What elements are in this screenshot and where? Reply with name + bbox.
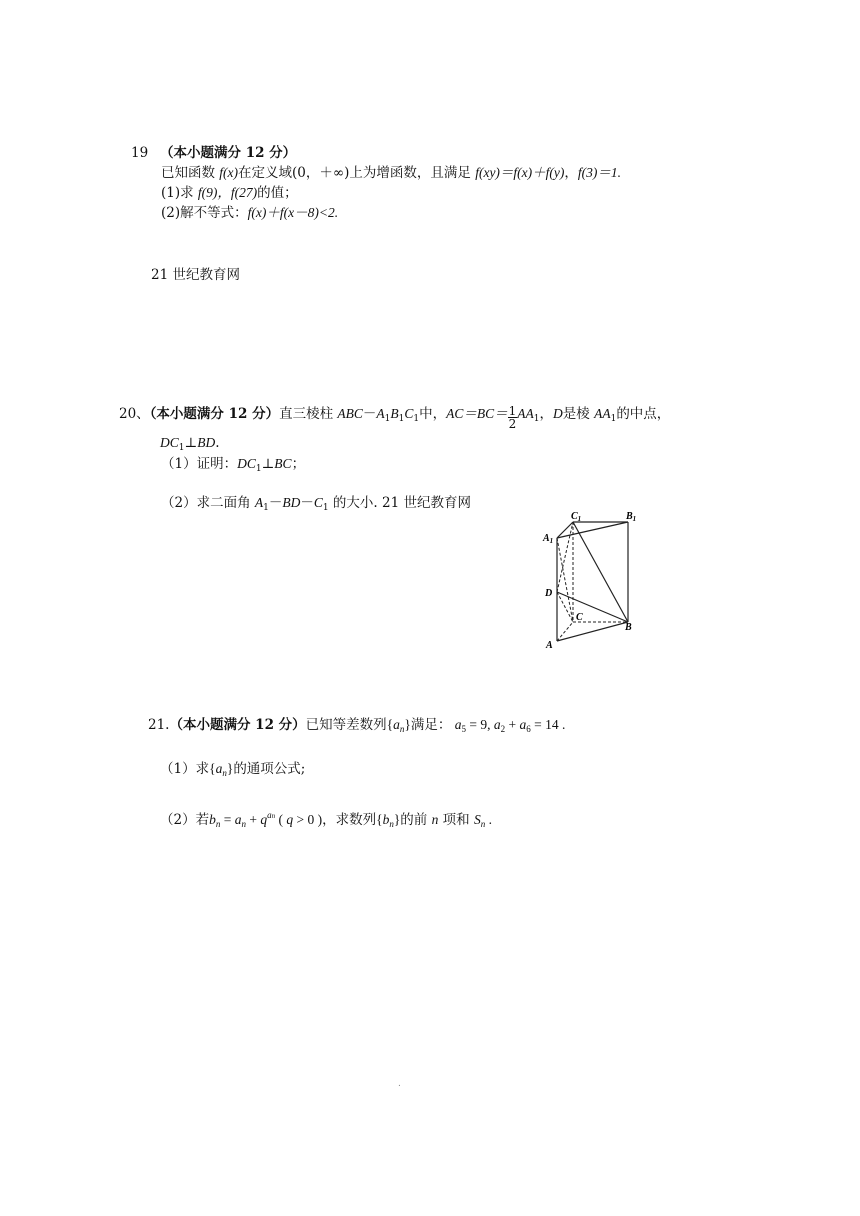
label-a1: $A_1$ [543,533,554,545]
q19-part2: (2)解不等式：f(x)＋f(x－8)<2. [161,205,339,221]
q20-line2: $DC_1\perp BD$. [160,435,220,453]
label-d: D [545,588,553,599]
prism-figure [540,508,660,648]
q20-line1: 20、（本小题满分 12 分）直三棱柱 $ABC-A_1B_1C_1$中，AC＝BC＝ $\frac{1}{2}$ $AA_1$，D是棱 $AA_1$的中点， [119,404,671,431]
q19-number: 19 [131,145,149,161]
footer-dot: . [398,1079,401,1089]
q19-part1: (1)求 f(9)，f(27)的值； [161,185,298,201]
q21-line1: 21.（本小题满分 12 分）已知等差数列$\{a_n\}$满足： $a_5 = 9$, $a_2 + a_6 = 14$ . [148,717,566,734]
label-c1: $C_1$ [571,511,582,523]
q21-part1: （1）求$\{a_n\}$的通项公式; [160,761,306,778]
q19-watermark: 21 世纪教育网 [151,267,240,283]
q20-part1: （1）证明：$DC_1\perp BC$； [161,456,306,474]
label-b1: $B_1$ [626,511,637,523]
label-c: C [576,612,583,623]
fraction-one-half: $\frac{1}{2}$ [508,404,517,431]
q21-part2: （2）若$b_n = a_n + q^{an}$ ( q > 0 )，求数列$\{b_n\}$的前 n 项和 $S_n$ . [160,810,492,829]
q20-part2: （2）求二面角 $A_1-BD-C_1$ 的大小. 21 世纪教育网 [161,495,471,513]
label-b: B [625,622,632,633]
label-a: A [546,640,553,648]
q19-intro: 已知函数 f(x)在定义域(0，＋∞)上为增函数，且满足 f(xy)＝f(x)＋f(y)，f(3)＝1. [161,165,622,181]
q19-header: （本小题满分 12 分） [160,145,297,161]
